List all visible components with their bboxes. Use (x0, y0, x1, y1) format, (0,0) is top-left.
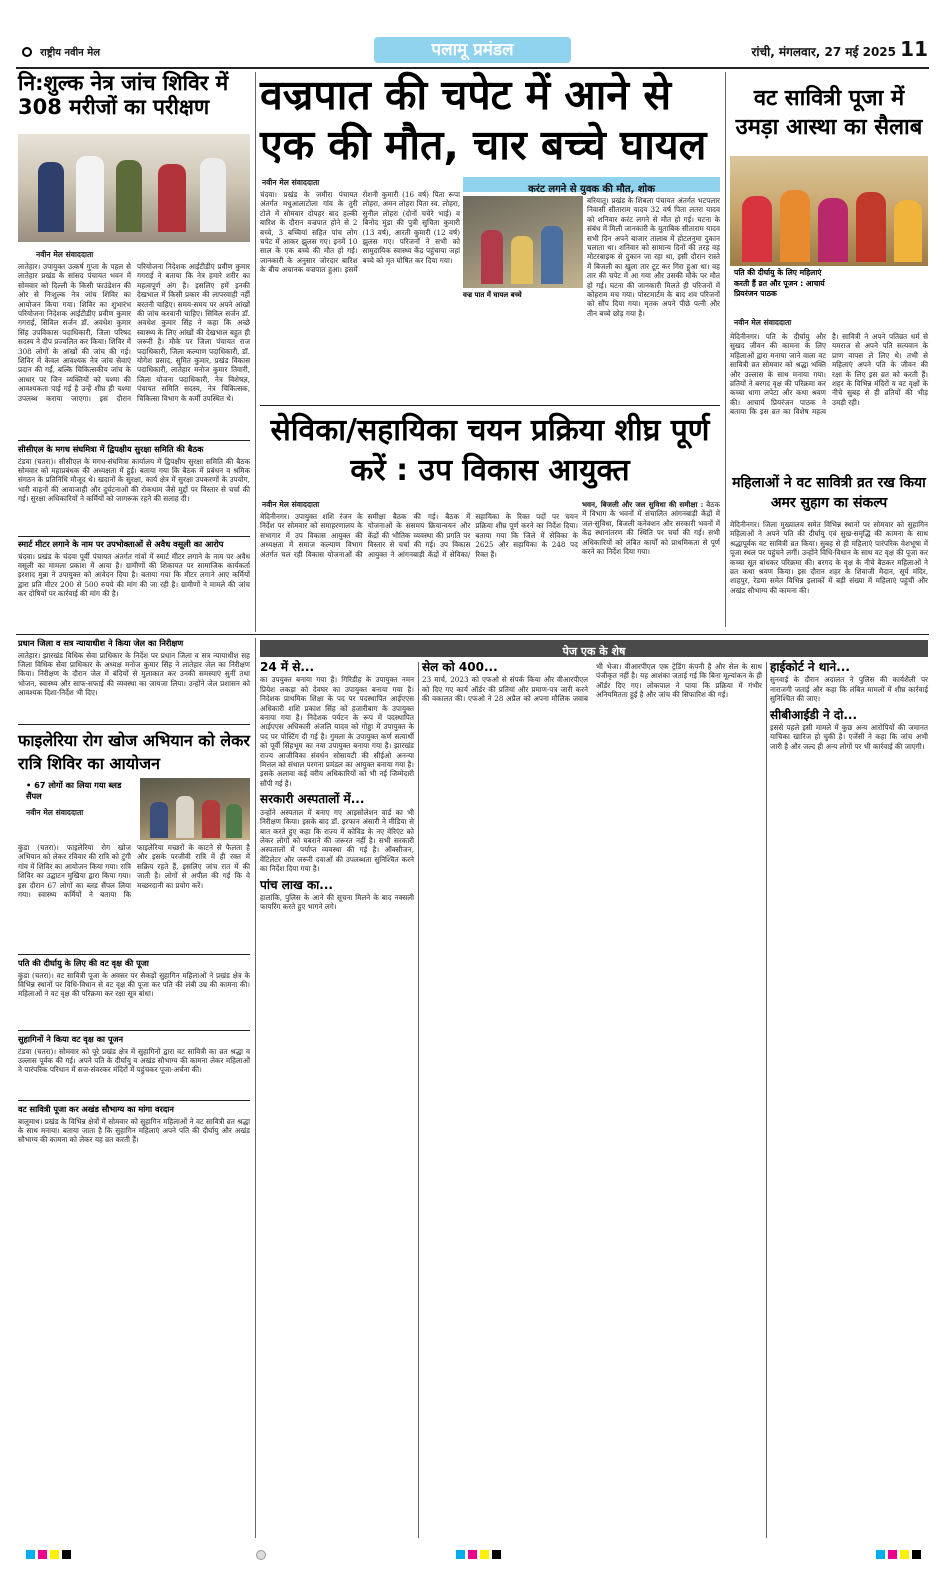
vat-savitri-body-2 (730, 520, 928, 626)
short-vat-1 (18, 958, 250, 1028)
lightning-text: चंदवा। प्रखंड के जमीरा पंचायत अंतर्गत मधुआलाटोला गांव के तुरी टोले में सोमवार दोपहर बाद हल्की बारिश के दौरान वज्रपात होने से 2 बच्चे, 3 बच्चियां सहित पांच लोग चपेट में आकर झुलस गए। इनमें 10 साल के एक बच्चे की मौत हो गई। जानकारी के अनुसार जोरदार बारिश के बीच अचानक वज्रपात हुआ। इसमें रोशनी कुमारी (16 वर्ष) पिता रूपा लोहरा, अमन लोहरा पिता स्व. लोहरा, सुनील लोहरा (दोनों चचेरे भाई) व बिनोद मुंडा की पुत्री सुचिता कुमारी (13 वर्ष), आरती कुमारी (12 वर्ष) झुलस गए। परिजनों ने सभी को सामुदायिक स्वास्थ्य केंद्र पहुंचाया जहां बच्चे को मृत घोषित कर दिया गया। (260, 190, 460, 275)
page-number: 11 (900, 37, 928, 61)
security-meeting-text: टंडवा (चतरा)। सीसीएल के मगध-संघमित्रा कार्यालय में द्विपक्षीय सुरक्षा समिति की बैठक सोमवार को महाप्रबंधक की अध्यक्षता में हुई। बताया गया कि बैठक में प्रबंधन व श्रमिक संगठन के प्रतिनिधि मौजूद थे। खदानों के सुरक्षा, कार्य क्षेत्र में सुरक्षा उपकरणों के उपयोग, भारी वाहनों की आवाजाही और दुर्घटनाओं की रोकथाम जैसे मुद्दों पर विस्तार से चर्चा की गई। सुरक्षा अधिकारियों ने कर्मियों को जागरूक रहने की सलाह दी। (18, 456, 250, 504)
sevika-subhead: भवन, बिजली और जल सुविधा की समीक्षा : (582, 500, 704, 509)
dateline: रांची, मंगलवार, 27 मई 2025 (751, 45, 896, 59)
section-tab (374, 37, 571, 63)
left-rule-3 (18, 724, 250, 725)
continued-col-a (260, 662, 414, 1538)
vat-savitri-text: मेदिनीनगर। पति के दीर्घायु और सुखद जीवन की कामना के लिए महिलाओं द्वारा मनाया जाने वाला वट सावित्री व्रत सोमवार को श्रद्धा भक्ति और उल्लास के साथ मनाया गया। व्रतियों ने बरगद वृक्ष की परिक्रमा कर कच्चा धागा लपेटा और कथा श्रवण की। आचार्य प्रियरंजन पाठक ने बताया कि इस व्रत का विशेष महत्व है। सावित्री ने अपने पतिव्रत धर्म से यमराज से अपने पति सत्यवान के प्राण वापस ले लिए थे। तभी से महिलाएं अपने पति के जीवन की रक्षा के लिए इस व्रत को करती हैं। शहर के विभिन्न मंदिरों व वट वृक्षों के नीचे सुबह से ही व्रतियों की भीड़ उमड़ी रही। (730, 332, 928, 417)
left-rule-6 (18, 1100, 250, 1101)
short-vat-text-1: कुंडा (चतरा)। वट सावित्री पूजा के अवसर पर सैकड़ों सुहागिन महिलाओं ने प्रखंड क्षेत्र के विभिन्न स्थानों पर विधि-विधान से वट वृक्ष की पूजा कर पति की लंबी उम्र की कामना की। महिलाओं ने वट वृक्ष की परिक्रमा कर रक्षा सूत्र बांधा। (18, 970, 250, 999)
column-divider-4 (418, 662, 419, 1538)
continued-text-3: हालांकि, पुलिस के आने की सूचना मिलने के बाद नक्सली फायरिंग करते हुए भागने लगे। (260, 892, 414, 912)
lightning-photo (463, 196, 583, 288)
short-vat-headline-3: वट सावित्री पूजा कर अखंड सौभाग्य का मांगा वरदान (18, 1104, 174, 1114)
continued-headline-6: सीबीआईडी ने दो... (770, 707, 858, 722)
continued-text-2: उन्होंने अस्पताल में बनाए गए आइसोलेशन वार्ड का भी निरीक्षण किया। इसके बाद डॉ. इरफान अंसारी ने मीडिया से बात करते हुए कहा कि राज्य में कोविड के नए वेरिएंट को लेकर लोगों को घबराने की जरूरत नहीं है। सभी सरकारी अस्पतालों में पर्याप्त व्यवस्था की गई है। ऑक्सीजन, वेंटिलेटर और जरूरी दवाओं की उपलब्धता सुनिश्चित करने का निर्देश दिया गया है। (260, 807, 414, 874)
continued-banner (260, 640, 928, 657)
sevika-sub-body (582, 500, 720, 628)
lightning-body (260, 190, 460, 400)
vat-savitri-text-2: मेदिनीनगर। जिला मुख्यालय समेत विभिन्न स्थानों पर सोमवार को सुहागिन महिलाओं ने अपने पति की दीर्घायु एवं सुख-समृद्धि की कामना के साथ श्रद्धापूर्वक वट सावित्री व्रत किया। सुबह से ही महिलाएं पारंपरिक वेशभूषा में पूजा स्थल पर पहुंचने लगीं। उन्होंने विधि-विधान के साथ वट वृक्ष की पूजा कर कच्चा सूत बांधकर परिक्रमा की। बरगद के वृक्ष के नीचे बैठकर महिलाओं ने व्रत कथा श्रवण किया। इस दौरान शहर के शिवाजी मैदान, सूर्य मंदिर, शाहपुर, रेडमा समेत विभिन्न इलाकों में बड़ी संख्या में महिलाएं पहुंचीं और अखंड सौभाग्य की कामना की। (730, 520, 928, 595)
continued-headline-4: सेल को 400... (422, 660, 498, 674)
section-title: पलामू प्रमंडल (431, 40, 514, 60)
continued-headline-5: हाईकोर्ट ने थाने... (770, 660, 850, 674)
column-divider-5 (766, 662, 767, 1538)
lightning-sub-text: बरियातू। प्रखंड के शिबला पंचायत अंतर्गत भटपलार निवासी सीताराम यादव 32 वर्ष पिता लतरा यादव को शनिवार करंट लगने से मौत हो गई। घटना के संबंध में मिली जानकारी के मुताबिक सीताराम यादव सभी दिन अपने बाजार तालाब में होटलनुमा दुकान चलाता था। शनिवार को सामान्य दिनों की तरह वह मोटरबाइक से दुकान जा रहा था, इसी दौरान रास्ते में बिजली का खुला तार टूट कर गिरा हुआ था। वह तार की चपेट में आ गया और उसकी मौके पर मौत हो गई। घटना की जानकारी मिलते ही परिजनों में कोहराम मच गया। पोस्टमार्टम के बाद शव परिजनों को सौंप दिया गया। मृतक अपने पीछे पत्नी और तीन बच्चे छोड़ गया है। (587, 196, 720, 318)
lightning-subhead-bar (463, 177, 720, 195)
vat-savitri-headline-2: महिलाओं ने वट सावित्री व्रत रख किया अमर सुहाग का संकल्प (732, 475, 926, 511)
sevika-text: मेदिनीनगर। उपायुक्त शशि रंजन के निर्देश पर सोमवार को समाहरणालय के सभागार में उप विकास आयुक्त की अध्यक्षता में समाज कल्याण विभाग अंतर्गत चल रही विकास योजनाओं की समीक्षा बैठक की गई। बैठक में योजनाओं के ससमय क्रियान्वयन और केंद्रों की भौतिक व्यवस्था की प्रगति पर विस्तार से चर्चा की गई। उप विकास आयुक्त ने आंगनबाड़ी केंद्रों में सेविका/सहायिका के रिक्त पदों पर चयन प्रक्रिया शीघ्र पूर्ण करने का निर्देश दिया। बताया गया कि जिले में सेविका के 2625 और सहायिका के 248 पद रिक्त हैं। (260, 512, 578, 559)
continued-banner-title: पेज एक के शेष (562, 645, 626, 658)
left-rule-4 (18, 954, 250, 955)
eye-camp-photo (18, 134, 250, 242)
continued-headline-2: सरकारी अस्पतालों में... (260, 792, 365, 807)
continued-headline-1: 24 में से... (260, 660, 315, 674)
jail-inspection-headline: प्रधान जिला व सत्र न्यायाधीश ने किया जेल का निरीक्षण (18, 638, 184, 648)
sevika-byline: नवीन मेल संवाददाता (262, 500, 320, 509)
continued-col-b (422, 662, 762, 1538)
continued-text-5: सुनवाई के दौरान अदालत ने पुलिस की कार्यशैली पर नाराजगी जताई और कहा कि लंबित मामलों में शीघ्र कार्रवाई सुनिश्चित की जाए। (770, 675, 928, 704)
security-meeting (18, 444, 250, 534)
short-vat-text-2: टंडवा (चतरा)। सोमवार को पूरे प्रखंड क्षेत्र में सुहागिनों द्वारा वट सावित्री का व्रत श्रद्धा व उल्लास पूर्वक की गई। अपने पति के दीर्घायु व अखंड सौभाग्य की कामना लेकर महिलाओं ने पारंपरिक परिधान में सज-संवरकर मंदिरों में पहुंचकर पूजा-अर्चना की। (18, 1046, 250, 1075)
vat-savitri-body (730, 332, 928, 470)
filaria-subhead: • 67 लोगों का लिया गया ब्लड सैंपल (26, 780, 122, 801)
eye-camp-text: लातेहार। उपायुक्त उत्कर्ष गुप्ता के पहल से लातेहार प्रखंड के सांसद पंचायत भवन में सोमवार को दिल्ली के किसी फाउंडेशन की ओर से निःशुल्क नेत्र जांच शिविर का आयोजन किया गया। शिविर का शुभारंभ परियोजना निदेशक आईटीडीए प्रवीण कुमार गगराई, सिविल सर्जन डॉ. अवधेश कुमार सिंह उपविकास पदाधिकारी, जिला परिषद सदस्य ने दीप प्रज्वलित कर किया। शिविर में 308 लोगों के आंखों की जांच की गई। शिविर में केवल आवश्यक नेत्र जांच सेवाएं प्रदान की गईं, बल्कि चिकित्सकीय जांच के आधार पर जिन व्यक्तियों को चश्मा की आवश्यकता पाई गई है उन्हें शीघ्र ही चश्मा उपलब्ध कराया जाएगा। इस दौरान परियोजना निदेशक आईटीडीए प्रवीण कुमार गगराई ने बताया कि नेत्र हमारे शरीर का महत्वपूर्ण अंग है। इसलिए हमें इनकी देखभाल में किसी प्रकार की लापरवाही नहीं बरतनी चाहिए। समय-समय पर अपने आंखों की जांच करवानी चाहिए। सिविल सर्जन डॉ. अवधेश कुमार सिंह ने कहा कि अच्छे स्वास्थ्य के लिए आंखों की देखभाल बहुत ही जरूरी है। मौके पर जिला पंचायत राज पदाधिकारी, जिला कल्याण पदाधिकारी, डॉ. योगेश प्रसाद, सुमित कुमार, प्रखंड विकास पदाधिकारी, लातेहार मनोज कुमार तिवारी, जिला योजना पदाधिकारी, नेत्र विशेषज्ञ, पंचायत समिति सदस्य, नेत्र चिकित्सक, चिकित्सा विभाग के कर्मी उपस्थित थे। (18, 262, 250, 403)
lightning-subhead: करंट लगने से युवक की मौत, शोक (528, 184, 655, 195)
short-vat-2 (18, 1034, 250, 1098)
vat-savitri-photo-caption: पति की दीर्घायु के लिए महिलाएं करती हैं व्रत और पूजन : आचार्य प्रियरंजन पाठक (734, 268, 825, 298)
continued-text-1: का उपयुक्त बनाया गया है। गिरिडीह के उपायुक्त नमन प्रियेश लकड़ा को देवघर का उपायुक्त बनाया गया है। निदेशक प्राथमिक शिक्षा के पद पर पदस्थापित आईएएस अधिकारी शशि प्रकाश सिंह को हजारीबाग के उपायुक्त बनाया गया है। निदेशक पर्यटन के रूप में पदस्थापित आईएएस अधिकारी अंजलि यादव को गोड्डा में उपायुक्त के पद पर पोस्टिंग दी गई है। गुमला के उपायुक्त कर्ण सत्यार्थी को पूर्वी सिंहभूम का नया उपायुक्त बनाया गया है। झारखंड राज्य आजीविका संवर्धन सोसायटी की सीईओ अनन्या मित्तल को संथाल परगना प्रमंडल का आयुक्त बनाया गया है। इसके अलावा कई वरीय अधिकारियों को भी नई जिम्मेदारी सौंपी गई है। (260, 675, 414, 788)
vat-savitri-headline: वट सावित्री पूजा में उमड़ा आस्था का सैलाब (735, 86, 923, 140)
vat-savitri-photo (730, 156, 928, 266)
vat-savitri-byline: नवीन मेल संवाददाता (734, 318, 792, 327)
jail-inspection-text: लातेहार। झारखंड विधिक सेवा प्राधिकार के निर्देश पर प्रधान जिला व सत्र न्यायाधीश सह जिला विधिक सेवा प्राधिकार के अध्यक्ष मनोज कुमार सिंह ने लातेहार जेल का निरीक्षण किया। निरीक्षण के दौरान जेल में बंदियों से मुलाकात कर उनकी समस्याएं सुनीं तथा भोजन, स्वास्थ्य और साफ-सफाई की व्यवस्था का जायजा लिया। उन्होंने जेल प्रशासन को आवश्यक दिशा-निर्देश भी दिए। (18, 650, 250, 698)
smart-meter-headline: स्मार्ट मीटर लगाने के नाम पर उपभोक्ताओं से अवैध वसूली का आरोप (18, 539, 224, 549)
continued-col-c (770, 662, 928, 1538)
lightning-sub-body (587, 196, 720, 318)
color-registration-strip (16, 1548, 929, 1562)
short-vat-headline-2: सुहागिनों ने किया वट वृक्ष का पूजन (18, 1034, 124, 1044)
filaria-photo (140, 778, 250, 840)
short-vat-headline-1: पति की दीर्घायु के लिए की वट वृक्ष की पूजा (18, 958, 149, 968)
smart-meter (18, 539, 250, 631)
eye-camp-headline: नि:शुल्क नेत्र जांच शिविर में 308 मरीजों का परीक्षण (18, 71, 229, 119)
filaria-text: कुंडा (चतरा)। फाइलेरिया रोग खोज अभियान को लेकर रविवार की रात्रि को टुंगी गांव में शिविर का आयोजन किया गया। रात्रि शिविर का उद्घाटन मुखिया द्वारा किया गया। इस दौरान 67 लोगों का ब्लड सैंपल लिया गया। स्वास्थ्य कर्मियों ने बताया कि फाइलेरिया मच्छरों के काटने से फैलता है और इसके परजीवी रात्रि में ही रक्त में सक्रिय रहते हैं, इसलिए जांच रात में की जाती है। लोगों से अपील की गई कि वे मच्छरदानी का प्रयोग करें। (18, 843, 250, 900)
logo-icon (22, 47, 32, 57)
masthead (16, 35, 929, 65)
filaria-headline: फाइलेरिया रोग खोज अभियान को लेकर रात्रि शिविर का आयोजन (18, 731, 250, 773)
masthead-rule (16, 67, 929, 69)
filaria-body (18, 843, 250, 951)
continued-headline-3: पांच लाख का... (260, 877, 333, 892)
newspaper-logo (22, 41, 132, 61)
jail-inspection (18, 638, 250, 722)
lightning-headline: वज्रपात की चपेट में आने से एक की मौत, चार बच्चे घायल (260, 71, 707, 169)
continued-text-6: इससे पहले इसी मामले में कुछ अन्य आरोपियों की जमानत याचिका खारिज हो चुकी है। एजेंसी ने कहा कि जांच अभी जारी है और जल्द ही अन्य लोगों पर भी कार्रवाई की जाएगी। (770, 723, 928, 751)
column-divider-2 (725, 72, 726, 627)
sevika-body (260, 512, 578, 628)
short-vat-text-3: बालूमाथ। प्रखंड के विभिन्न क्षेत्रों में सोमवार को सुहागिन महिलाओं ने वट सावित्री व्रत श्रद्धा के साथ मनाया। बताया जाता है कि सुहागिन महिलाएं अपने पति की दीर्घायु और अखंड सौभाग्य की कामना को लेकर यह व्रत करती हैं। (18, 1116, 250, 1145)
mid-page-rule (16, 634, 929, 635)
column-divider-3 (255, 638, 256, 1538)
left-rule-1 (18, 440, 250, 441)
sevika-headline: सेविका/सहायिका चयन प्रक्रिया शीघ्र पूर्ण करें : उप विकास आयुक्त (270, 413, 710, 488)
smart-meter-text: चंदवा। प्रखंड के चंदवा पूर्वी पंचायत अंतर्गत गांवों में स्मार्ट मीटर लगाने के नाम पर अवैध वसूली का मामला प्रकाश में आया है। ग्रामीणों की शिकायत पर सामाजिक कार्यकर्ता इरशाद मुन्ना ने उपायुक्त को आवेदन दिया है। बताया गया कि मीटर लगाने आए कर्मियों द्वारा प्रति मीटर 200 से 500 रुपये की मांग की जा रही है। ग्रामीणों ने मामले की जांच कर दोषियों पर कार्रवाई की मांग की है। (18, 551, 250, 599)
paper-name: राष्ट्रीय नवीन मेल (40, 47, 100, 59)
left-rule-2 (18, 536, 250, 537)
security-meeting-headline: सीसीएल के मगध संघमित्रा में द्विपक्षीय सुरक्षा समिति की बैठक (18, 444, 204, 454)
filaria-byline: नवीन मेल संवाददाता (26, 808, 84, 817)
continued-text-4: 23 मार्च, 2023 को एफओ से संपर्क किया और वीआरपीएल को दिए गए कार्य ऑर्डर की प्रतियां और प्रमाण-पत्र जारी करने की वकालत की। एफओ ने 28 अप्रैल को अपना मौलिक जवाब भी भेजा। वीआरपीएल एक ट्रेडिंग कंपनी है और सेल के साथ पंजीकृत नहीं है। यह आशंका जताई गई कि बिना मूल्यांकन के ही ऑर्डर दिए गए। लोकपाल ने पाया कि प्रक्रिया में गंभीर अनियमितता हुई है और जांच की सिफारिश की गई। (422, 662, 762, 704)
sevika-top-rule (260, 405, 720, 406)
column-divider-1 (255, 72, 256, 632)
lightning-byline: नवीन मेल संवाददाता (262, 178, 320, 187)
eye-camp-body (18, 262, 250, 437)
lightning-photo-caption: वज्र पात में घायल बच्चे (463, 291, 522, 299)
short-vat-3 (18, 1104, 250, 1174)
sevika-sub-text: बैठक में विभाग के भवनों में संचालित आंगनबाड़ी केंद्रों में जल-सुविधा, बिजली कनेक्शन और सरकारी भवनों में केंद्र स्थानांतरण की स्थिति पर चर्चा की गई। सभी अधिकारियों को लंबित कार्यों को प्राथमिकता से पूर्ण करने का निर्देश दिया गया। (582, 500, 720, 557)
left-rule-5 (18, 1030, 250, 1031)
eye-camp-byline: नवीन मेल संवाददाता (36, 250, 94, 259)
